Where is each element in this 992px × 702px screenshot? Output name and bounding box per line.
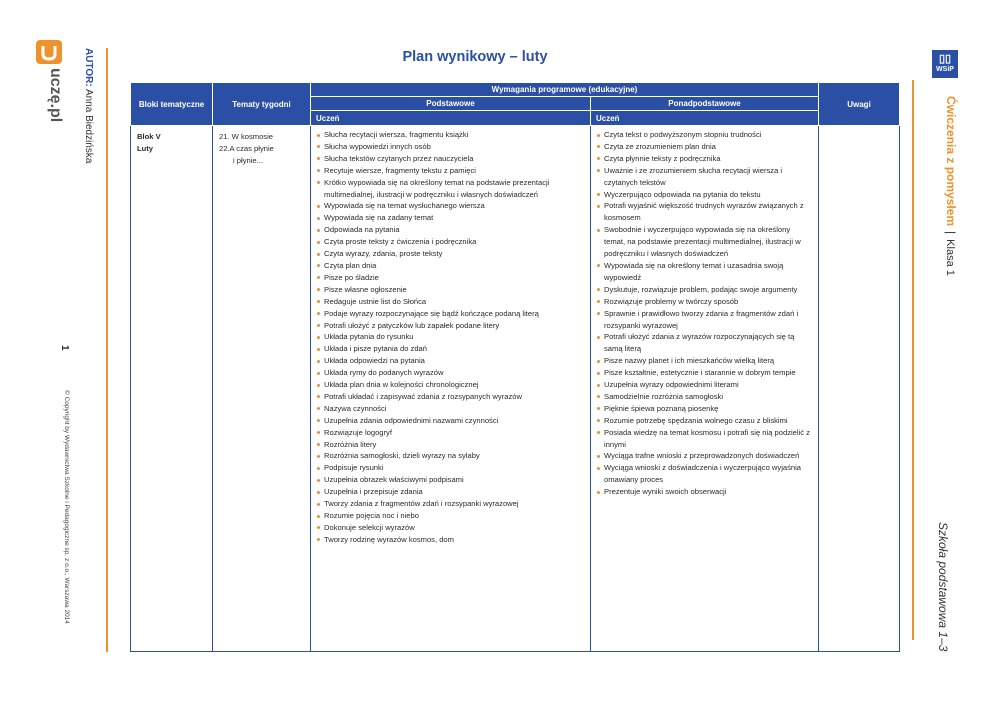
advanced-requirements-cell xyxy=(591,126,819,652)
requirement-item: Rozumie pojęcia noc i niebo xyxy=(316,510,585,522)
header-student-basic: Uczeń xyxy=(311,111,591,126)
requirement-item: Słucha recytacji wiersza, fragmentu książki xyxy=(316,129,585,141)
basic-requirements-list xyxy=(316,129,585,546)
requirement-item: Uzupełnia i przepisuje zdania xyxy=(316,486,585,498)
requirement-item: Pisze kształtnie, estetycznie i starannie w dobrym tempie xyxy=(596,367,813,379)
requirement-item: Rozumie potrzebę spędzania wolnego czasu z bliskimi xyxy=(596,415,813,427)
requirement-item: Posiada wiedzę na temat kosmosu i potrafi się nią podzielić z innymi xyxy=(596,427,813,451)
wsip-logo-icon: ▯▯ WSiP xyxy=(932,50,958,78)
requirement-item: Sprawnie i prawidłowo tworzy zdania z fragmentów zdań i rozsypanki wyrazowej xyxy=(596,308,813,332)
header-notes: Uwagi xyxy=(819,83,900,126)
requirement-item: Uważnie i ze zrozumieniem słucha recytacji wiersza i czytanych tekstów xyxy=(596,165,813,189)
requirement-item: Potrafi ułożyć zdania z wyrazów rozpoczynających się tą samą literą xyxy=(596,331,813,355)
requirement-item: Pisze własne ogłoszenie xyxy=(316,284,585,296)
requirement-item: Tworzy rodzinę wyrazów kosmos, dom xyxy=(316,534,585,546)
requirement-item: Rozwiązuje logogryf xyxy=(316,427,585,439)
requirement-item: Prezentuje wyniki swoich obserwacji xyxy=(596,486,813,498)
requirement-item: Potrafi wyjaśnić większość trudnych wyrazów związanych z kosmosem xyxy=(596,200,813,224)
requirement-item: Podpisuje rysunki xyxy=(316,462,585,474)
right-divider xyxy=(912,80,914,640)
requirement-item: Słucha tekstów czytanych przez nauczyciela xyxy=(316,153,585,165)
requirement-item: Czyta płynnie teksty z podręcznika xyxy=(596,153,813,165)
requirement-item: Uzupełnia obrazek właściwymi podpisami xyxy=(316,474,585,486)
basic-requirements-cell xyxy=(311,126,591,652)
requirement-item: Wyciąga trafne wnioski z przeprowadzonych doświadczeń xyxy=(596,450,813,462)
requirement-item: Podaje wyrazy rozpoczynające się bądź kończące podaną literą xyxy=(316,308,585,320)
requirement-item: Układa odpowiedzi na pytania xyxy=(316,355,585,367)
requirement-item: Wypowiada się na zadany temat xyxy=(316,212,585,224)
requirement-item: Wypowiada się na temat wysłuchanego wiersza xyxy=(316,200,585,212)
series-class: Klasa 1 xyxy=(944,239,956,276)
requirement-item: Uzupełnia zdania odpowiednimi nazwami czynności xyxy=(316,415,585,427)
requirement-item: Rozróżnia samogłoski, dzieli wyrazy na sylaby xyxy=(316,450,585,462)
requirement-item: Nazywa czynności xyxy=(316,403,585,415)
requirement-item: Układa i pisze pytania do zdań xyxy=(316,343,585,355)
block-cell xyxy=(131,126,213,652)
requirement-item: Pisze nazwy planet i ich mieszkańców wielką literą xyxy=(596,355,813,367)
series-heading: Ćwiczenia z pomysłem|Klasa 1 xyxy=(944,96,958,276)
requirement-item: Rozwiązuje problemy w twórczy sposób xyxy=(596,296,813,308)
header-basic: Podstawowe xyxy=(311,97,591,111)
header-advanced: Ponadpodstawowe xyxy=(591,97,819,111)
requirement-item: Wypowiada się na określony temat i uzasadnia swoją wypowiedź xyxy=(596,260,813,284)
header-requirements: Wymagania programowe (edukacyjne) xyxy=(311,83,819,97)
requirement-item: Słucha wypowiedzi innych osób xyxy=(316,141,585,153)
requirement-item: Czyta ze zrozumieniem plan dnia xyxy=(596,141,813,153)
requirement-item: Czyta wyrazy, zdania, proste teksty xyxy=(316,248,585,260)
requirement-item: Dyskutuje, rozwiązuje problem, podając swoje argumenty xyxy=(596,284,813,296)
school-level: Szkoła podstawowa 1–3 xyxy=(936,522,950,652)
requirement-item: Tworzy zdania z fragmentów zdań i rozsypanki wyrazowej xyxy=(316,498,585,510)
copyright-note: © Copyright by Wydawnictwa Szkolne i Pedagogiczne sp. z o.o., Warszawa 2014 xyxy=(63,390,70,624)
requirement-item: Układa plan dnia w kolejności chronologicznej xyxy=(316,379,585,391)
block-month: Luty xyxy=(137,143,154,153)
series-title: Ćwiczenia z pomysłem xyxy=(944,96,958,227)
header-student-advanced: Uczeń xyxy=(591,111,819,126)
requirement-item: Układa rymy do podanych wyrazów xyxy=(316,367,585,379)
requirement-item: Czyta tekst o podwyższonym stopniu trudności xyxy=(596,129,813,141)
header-blocks: Bloki tematyczne xyxy=(131,83,213,126)
author-label: AUTOR: xyxy=(83,48,94,87)
requirement-item: Dokonuje selekcji wyrazów xyxy=(316,522,585,534)
requirement-item: Pięknie śpiewa poznaną piosenkę xyxy=(596,403,813,415)
requirement-item: Samodzielnie rozróżnia samogłoski xyxy=(596,391,813,403)
requirement-item: Potrafi ułożyć z patyczków lub zapałek podane litery xyxy=(316,320,585,332)
left-margin xyxy=(0,0,108,702)
block-name: Blok V xyxy=(137,132,161,141)
requirement-item: Swobodnie i wyczerpująco wypowiada się na określony temat, na podstawie prezentacji multimedialnej, ilustracji w podręczniku i własnych doświadczeń xyxy=(596,224,813,260)
page-number: 1 xyxy=(59,345,70,351)
requirement-item: Krótko wypowiada się na określony temat na podstawie prezentacji multimedialnej, ilustracji w podręczniku i własnych doświadczeń xyxy=(316,177,585,201)
requirement-item: Recytuje wiersze, fragmenty tekstu z pamięci xyxy=(316,165,585,177)
requirement-item: Rozróżnia litery xyxy=(316,439,585,451)
page-title: Plan wynikowy – luty xyxy=(402,49,548,65)
wsip-badge-text: WSiP xyxy=(936,66,954,73)
topic-item: 22.A czas płynie xyxy=(219,143,274,153)
requirement-item: Wyczerpująco odpowiada na pytania do tekstu xyxy=(596,189,813,201)
advanced-requirements-list xyxy=(596,129,813,498)
topics-cell xyxy=(213,126,311,652)
requirement-item: Czyta plan dnia xyxy=(316,260,585,272)
table-row xyxy=(131,126,900,652)
requirement-item: Odpowiada na pytania xyxy=(316,224,585,236)
topic-item-continued: i płynie... xyxy=(233,155,263,165)
header-topics: Tematy tygodni xyxy=(213,83,311,126)
requirement-item: Uzupełnia wyrazy odpowiednimi literami xyxy=(596,379,813,391)
requirement-item: Pisze po śladzie xyxy=(316,272,585,284)
author-line xyxy=(83,48,94,163)
requirement-item: Wyciąga wnioski z doświadczenia i wyczerpująco wyjaśnia omawiany proces xyxy=(596,462,813,486)
logo-text: uczę.pl xyxy=(47,68,64,123)
topic-item: 21. W kosmosie xyxy=(219,132,274,141)
author-name: Anna Biedzińska xyxy=(83,88,94,164)
notes-cell xyxy=(819,126,900,652)
requirement-item: Układa pytania do rysunku xyxy=(316,331,585,343)
requirement-item: Redaguje ustnie list do Słońca xyxy=(316,296,585,308)
plan-table xyxy=(130,82,900,652)
left-divider xyxy=(106,48,108,652)
requirement-item: Potrafi układać i zapisywać zdania z rozsypanych wyrazów xyxy=(316,391,585,403)
requirement-item: Czyta proste teksty z ćwiczenia i podręcznika xyxy=(316,236,585,248)
